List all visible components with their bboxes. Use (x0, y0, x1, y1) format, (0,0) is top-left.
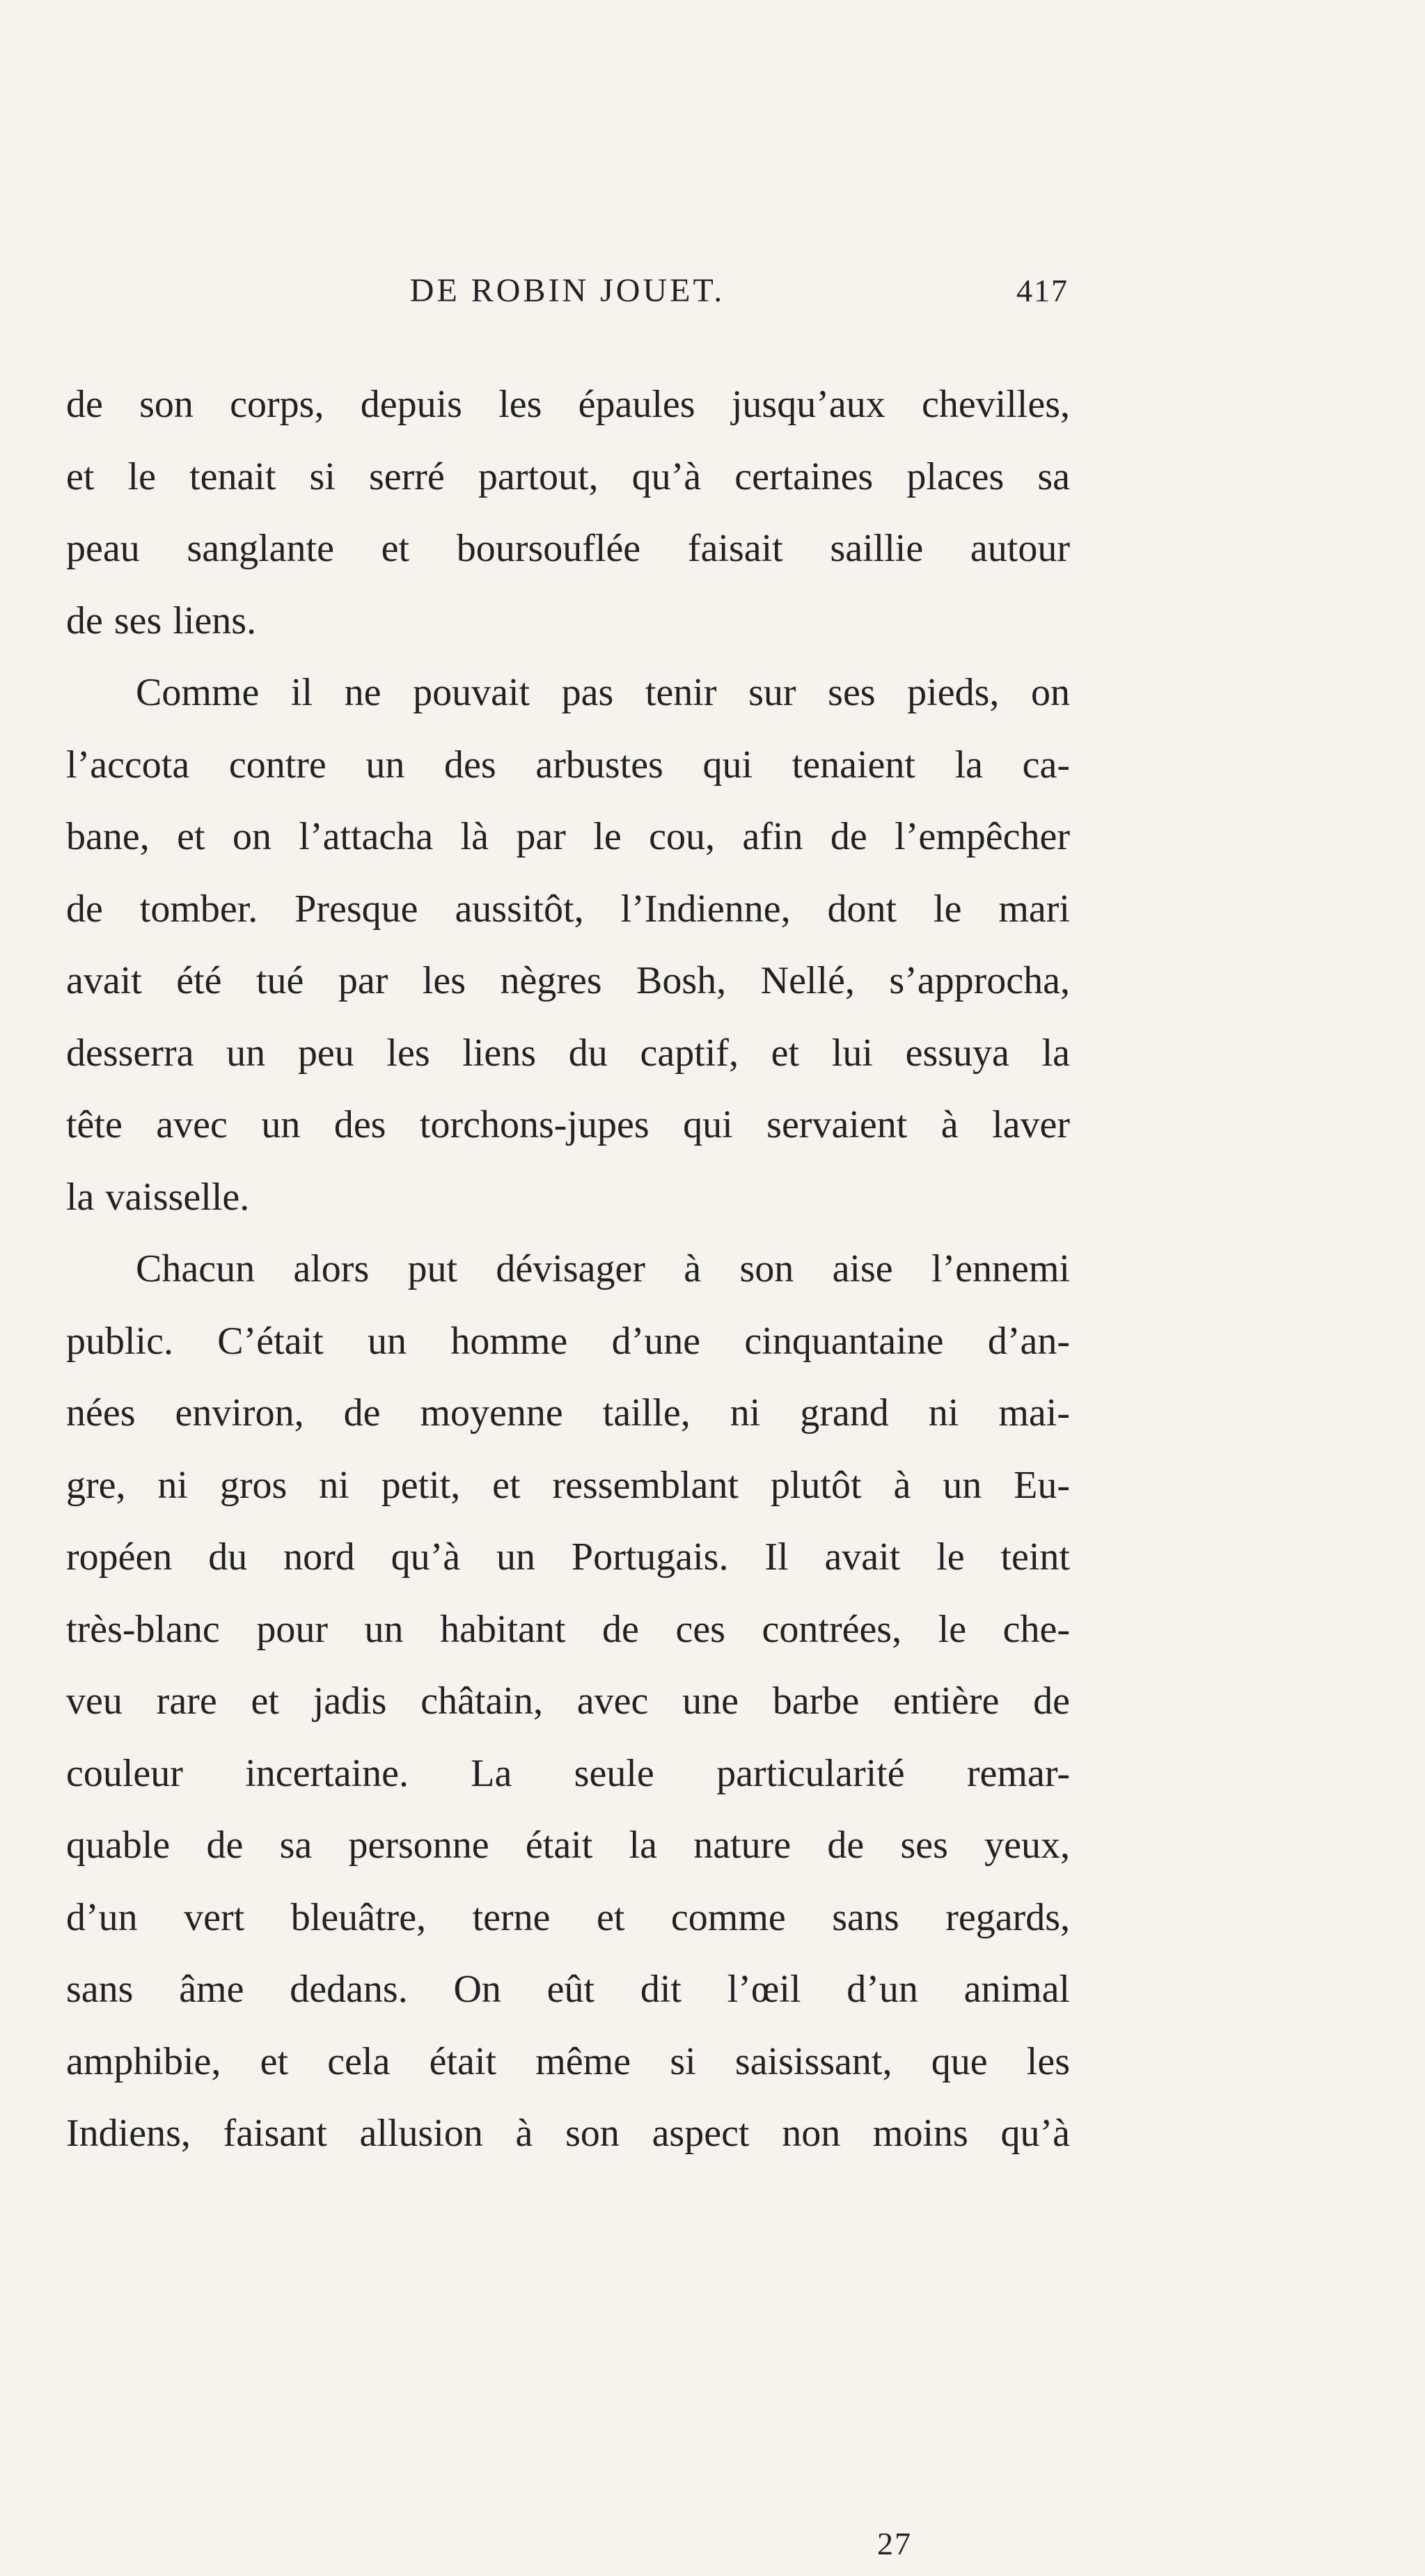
text-line: l’accota contre un des arbustes qui tenaient la ca- (66, 743, 1070, 787)
text-line: gre, ni gros ni petit, et ressemblant plutôt à un Eu- (66, 1463, 1070, 1507)
text-line: quable de sa personne était la nature de ses yeux, (66, 1824, 1070, 1867)
text-line: très-blanc pour un habitant de ces contrées, le che- (66, 1607, 1070, 1651)
running-head (66, 267, 1069, 315)
text-line: et le tenait si serré partout, qu’à certaines places sa (66, 455, 1070, 498)
signature-mark: 27 (877, 2526, 912, 2561)
text-line: bane, et on l’attacha là par le cou, afin de l’empêcher (66, 815, 1070, 858)
text-line: d’un vert bleuâtre, terne et comme sans regards, (66, 1895, 1070, 1939)
page-number: 417 (1016, 273, 1069, 308)
text-line: avait été tué par les nègres Bosh, Nellé, s’approcha, (66, 959, 1070, 1002)
text-line: de tomber. Presque aussitôt, l’Indienne, dont le mari (66, 887, 1070, 931)
text-line: sans âme dedans. On eût dit l’œil d’un animal (66, 1968, 1070, 2011)
text-line: peau sanglante et boursouflée faisait saillie autour (66, 527, 1070, 570)
text-line: la vaisselle. (66, 1175, 250, 1219)
text-line: veu rare et jadis châtain, avec une barbe entière de (66, 1680, 1070, 1723)
text-line: couleur incertaine. La seule particularité remar- (66, 1751, 1070, 1795)
text-line: nées environ, de moyenne taille, ni grand ni mai- (66, 1391, 1070, 1435)
paragraph-start-line: Comme il ne pouvait pas tenir sur ses pieds, on (136, 671, 1070, 714)
running-title: DE ROBIN JOUET. (409, 272, 725, 309)
text-line: Indiens, faisant allusion à son aspect non moins qu’à (66, 2112, 1070, 2155)
text-line: amphibie, et cela était même si saisissant, que les (66, 2039, 1070, 2083)
text-line: tête avec un des torchons-jupes qui servaient à laver (66, 1103, 1070, 1146)
text-line: de son corps, depuis les épaules jusqu’aux chevilles, (66, 383, 1070, 426)
text-line: ropéen du nord qu’à un Portugais. Il avait le teint (66, 1535, 1070, 1579)
text-line: desserra un peu les liens du captif, et lui essuya la (66, 1031, 1070, 1075)
text-line: public. C’était un homme d’une cinquantaine d’an- (66, 1319, 1070, 1363)
paragraph-start-line: Chacun alors put dévisager à son aise l’ennemi (136, 1247, 1070, 1290)
text-line: de ses liens. (66, 599, 257, 642)
body-text (66, 369, 1070, 2170)
